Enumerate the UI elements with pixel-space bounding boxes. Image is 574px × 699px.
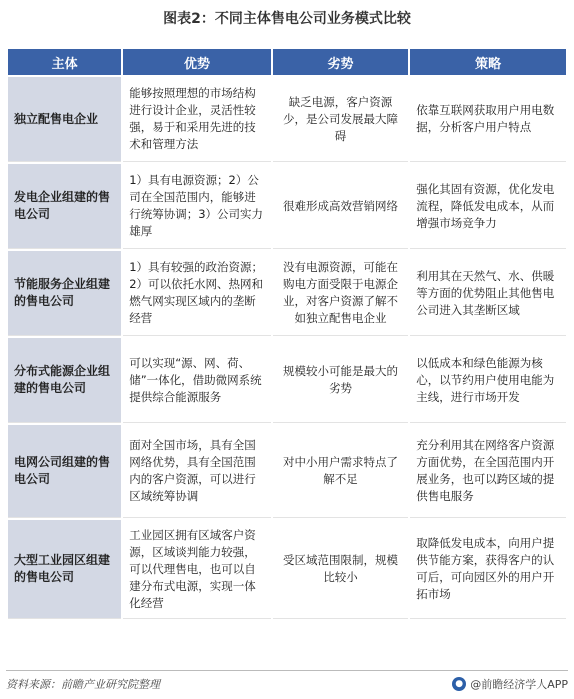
table-row	[8, 338, 566, 423]
cell-advantage: 1）具有较强的政治资源；2）可以依托水网、热网和燃气网实现区域内的垄断经营	[123, 251, 271, 336]
cell-strategy: 利用其在天然气、水、供暖等方面的优势阻止其他售电公司进入其垄断区域	[410, 251, 566, 336]
brand-credit	[452, 676, 568, 692]
cell-disadvantage: 对中小用户需求特点了解不足	[273, 425, 408, 518]
cell-advantage: 工业园区拥有区域客户资源，区域谈判能力较强，可以代理售电，也可以自建分布式电源，实现一体化经营	[123, 520, 271, 619]
cell-subject: 独立配售电企业	[8, 77, 121, 162]
cell-subject: 大型工业园区组建的售电公司	[8, 520, 121, 619]
footer	[6, 676, 568, 694]
table-row	[8, 425, 566, 518]
header-strategy: 策略	[410, 49, 566, 75]
cell-strategy: 强化其固有资源，优化发电流程，降低发电成本，从而增强市场竞争力	[410, 164, 566, 249]
cell-disadvantage: 受区域范围限制，规模比较小	[273, 520, 408, 619]
cell-disadvantage: 规模较小可能是最大的劣势	[273, 338, 408, 423]
logo-icon: ●	[452, 677, 466, 691]
cell-advantage: 可以实现“源、网、荷、储”一体化，借助微网系统提供综合能源服务	[123, 338, 271, 423]
cell-strategy: 充分利用其在网络客户资源方面优势，在全国范围内开展业务，也可以跨区域的提供售电服务	[410, 425, 566, 518]
comparison-table	[6, 47, 568, 621]
cell-disadvantage: 缺乏电源，客户资源少，是公司发展最大障碍	[273, 77, 408, 162]
cell-disadvantage: 没有电源资源，可能在购电方面受限于电源企业，对客户资源了解不如独立配售电企业	[273, 251, 408, 336]
table-row	[8, 77, 566, 162]
cell-advantage: 能够按照理想的市场结构进行设计企业，灵活性较强，易于和采用先进的技术和管理方法	[123, 77, 271, 162]
header-disadvantage: 劣势	[273, 49, 408, 75]
header-subject: 主体	[8, 49, 121, 75]
cell-strategy: 取降低发电成本，向用户提供节能方案，获得客户的认可后，可向园区外的用户开拓市场	[410, 520, 566, 619]
table-row	[8, 520, 566, 619]
cell-subject: 发电企业组建的售电公司	[8, 164, 121, 249]
table-row	[8, 164, 566, 249]
table-header-row	[8, 49, 566, 75]
source-note: 资料来源：前瞻产业研究院整理	[6, 678, 160, 691]
cell-strategy: 依靠互联网获取用户用电数据，分析客户用户特点	[410, 77, 566, 162]
cell-advantage: 面对全国市场，具有全国网络优势，具有全国范围内的客户资源，可以进行区域统筹协调	[123, 425, 271, 518]
cell-subject: 电网公司组建的售电公司	[8, 425, 121, 518]
cell-advantage: 1）具有电源资源；2）公司在全国范围内，能够进行统筹协调；3）公司实力雄厚	[123, 164, 271, 249]
header-advantage: 优势	[123, 49, 271, 75]
cell-subject: 分布式能源企业组建的售电公司	[8, 338, 121, 423]
cell-subject: 节能服务企业组建的售电公司	[8, 251, 121, 336]
brand-label: @前瞻经济学人APP	[470, 678, 568, 691]
table-row	[8, 251, 566, 336]
cell-strategy: 以低成本和绿色能源为核心，以节约用户使用电能为主线，进行市场开发	[410, 338, 566, 423]
page-title: 图表2：不同主体售电公司业务模式比较	[163, 11, 411, 27]
footer-divider	[6, 670, 568, 671]
cell-disadvantage: 很难形成高效营销网络	[273, 164, 408, 249]
